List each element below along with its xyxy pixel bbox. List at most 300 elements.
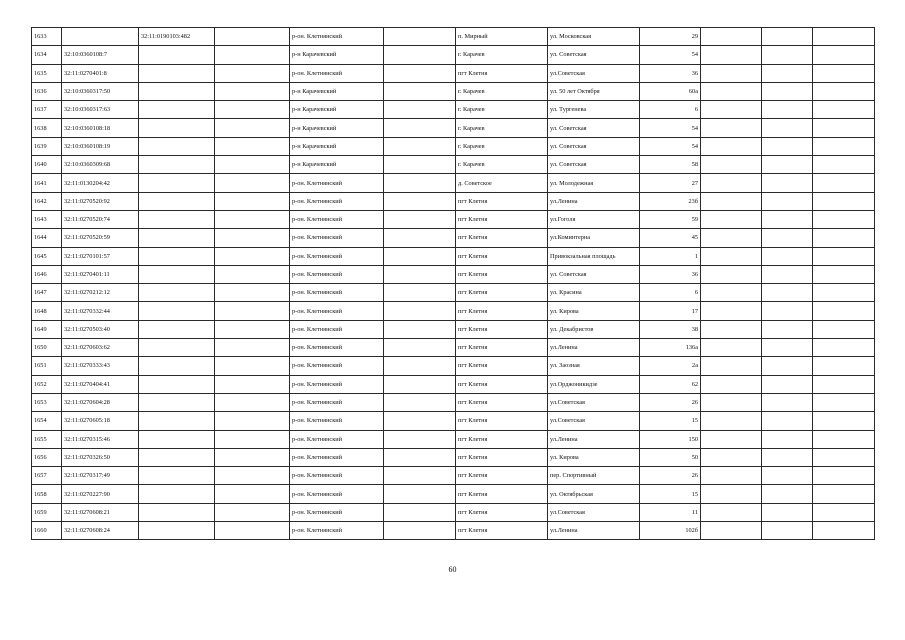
cadastral-number-alt-cell bbox=[139, 485, 215, 503]
empty-cell bbox=[762, 101, 813, 119]
street-cell: ул. Тургенева bbox=[548, 101, 640, 119]
settlement-cell: пгт Клетня bbox=[456, 393, 548, 411]
table-row bbox=[32, 156, 875, 174]
row-number-cell: 1633 bbox=[32, 28, 62, 46]
street-cell: ул. Октябрьская bbox=[548, 485, 640, 503]
table-row bbox=[32, 320, 875, 338]
district-cell: р-он. Клетнянский bbox=[290, 375, 384, 393]
house-number-cell: 29 bbox=[640, 28, 701, 46]
empty-cell bbox=[701, 119, 762, 137]
house-number-cell: 6 bbox=[640, 284, 701, 302]
row-number-cell: 1635 bbox=[32, 64, 62, 82]
settlement-cell: д. Советское bbox=[456, 174, 548, 192]
empty-cell bbox=[701, 192, 762, 210]
empty-cell bbox=[215, 174, 290, 192]
settlement-cell: пгт Клетня bbox=[456, 485, 548, 503]
settlement-cell: пгт Клетня bbox=[456, 265, 548, 283]
row-number-cell: 1634 bbox=[32, 46, 62, 64]
empty-cell bbox=[215, 64, 290, 82]
empty-cell bbox=[384, 448, 456, 466]
empty-cell bbox=[215, 156, 290, 174]
empty-cell bbox=[215, 320, 290, 338]
empty-cell bbox=[701, 174, 762, 192]
house-number-cell: 15 bbox=[640, 412, 701, 430]
cadastral-number-alt-cell bbox=[139, 522, 215, 540]
district-cell: р-он. Клетнянский bbox=[290, 320, 384, 338]
settlement-cell: пгт Клетня bbox=[456, 412, 548, 430]
house-number-cell: 60а bbox=[640, 82, 701, 100]
empty-cell bbox=[215, 265, 290, 283]
empty-cell bbox=[762, 503, 813, 521]
settlement-cell: г. Карачев bbox=[456, 101, 548, 119]
row-number-cell: 1642 bbox=[32, 192, 62, 210]
cadastral-number-alt-cell bbox=[139, 82, 215, 100]
table-row bbox=[32, 393, 875, 411]
street-cell: ул. Советская bbox=[548, 265, 640, 283]
district-cell: р-н Карачевский bbox=[290, 101, 384, 119]
settlement-cell: пгт Клетня bbox=[456, 229, 548, 247]
empty-cell bbox=[762, 174, 813, 192]
house-number-cell: 1 bbox=[640, 247, 701, 265]
empty-cell bbox=[813, 467, 875, 485]
empty-cell bbox=[813, 101, 875, 119]
cadastral-number-alt-cell bbox=[139, 156, 215, 174]
empty-cell bbox=[762, 82, 813, 100]
district-cell: р-он. Клетнянский bbox=[290, 265, 384, 283]
row-number-cell: 1655 bbox=[32, 430, 62, 448]
settlement-cell: пгт Клетня bbox=[456, 64, 548, 82]
empty-cell bbox=[701, 247, 762, 265]
empty-cell bbox=[762, 229, 813, 247]
empty-cell bbox=[762, 448, 813, 466]
empty-cell bbox=[384, 265, 456, 283]
empty-cell bbox=[215, 485, 290, 503]
empty-cell bbox=[813, 485, 875, 503]
settlement-cell: г. Карачев bbox=[456, 46, 548, 64]
empty-cell bbox=[813, 156, 875, 174]
row-number-cell: 1639 bbox=[32, 137, 62, 155]
street-cell: ул. Кирова bbox=[548, 302, 640, 320]
empty-cell bbox=[813, 284, 875, 302]
table-row bbox=[32, 412, 875, 430]
table-row bbox=[32, 448, 875, 466]
settlement-cell: пгт Клетня bbox=[456, 302, 548, 320]
district-cell: р-н Карачевский bbox=[290, 119, 384, 137]
cadastral-number-alt-cell bbox=[139, 119, 215, 137]
district-cell: р-он. Клетнянский bbox=[290, 448, 384, 466]
empty-cell bbox=[701, 137, 762, 155]
empty-cell bbox=[215, 229, 290, 247]
house-number-cell: 6 bbox=[640, 101, 701, 119]
empty-cell bbox=[813, 265, 875, 283]
empty-cell bbox=[384, 339, 456, 357]
table-row bbox=[32, 265, 875, 283]
empty-cell bbox=[813, 375, 875, 393]
empty-cell bbox=[215, 522, 290, 540]
empty-cell bbox=[762, 28, 813, 46]
empty-cell bbox=[384, 302, 456, 320]
street-cell: ул. 50 лет Октября bbox=[548, 82, 640, 100]
empty-cell bbox=[701, 339, 762, 357]
cadastral-number-cell: 32:10:0360108:7 bbox=[62, 46, 139, 64]
empty-cell bbox=[384, 467, 456, 485]
house-number-cell: 54 bbox=[640, 119, 701, 137]
cadastral-number-alt-cell bbox=[139, 357, 215, 375]
settlement-cell: пгт Клетня bbox=[456, 503, 548, 521]
cadastral-number-alt-cell bbox=[139, 247, 215, 265]
district-cell: р-он. Клетнянский bbox=[290, 522, 384, 540]
street-cell: ул.Коминтерна bbox=[548, 229, 640, 247]
house-number-cell: 59 bbox=[640, 210, 701, 228]
empty-cell bbox=[701, 302, 762, 320]
row-number-cell: 1658 bbox=[32, 485, 62, 503]
street-cell: ул. Кирова bbox=[548, 448, 640, 466]
house-number-cell: 136а bbox=[640, 339, 701, 357]
empty-cell bbox=[215, 119, 290, 137]
cadastral-number-cell: 32:11:0270212:12 bbox=[62, 284, 139, 302]
street-cell: ул. Советская bbox=[548, 156, 640, 174]
district-cell: р-н Карачевский bbox=[290, 82, 384, 100]
row-number-cell: 1651 bbox=[32, 357, 62, 375]
district-cell: р-он. Клетнянский bbox=[290, 393, 384, 411]
district-cell: р-он. Клетнянский bbox=[290, 210, 384, 228]
house-number-cell: 36 bbox=[640, 64, 701, 82]
empty-cell bbox=[813, 430, 875, 448]
street-cell: Привокзальная площадь bbox=[548, 247, 640, 265]
cadastral-number-alt-cell bbox=[139, 412, 215, 430]
row-number-cell: 1656 bbox=[32, 448, 62, 466]
empty-cell bbox=[701, 412, 762, 430]
row-number-cell: 1648 bbox=[32, 302, 62, 320]
empty-cell bbox=[813, 320, 875, 338]
empty-cell bbox=[762, 430, 813, 448]
row-number-cell: 1637 bbox=[32, 101, 62, 119]
cadastral-number-alt-cell bbox=[139, 101, 215, 119]
table-body bbox=[32, 28, 875, 540]
cadastral-number-alt-cell bbox=[139, 302, 215, 320]
empty-cell bbox=[701, 503, 762, 521]
empty-cell bbox=[215, 137, 290, 155]
table-row bbox=[32, 119, 875, 137]
house-number-cell: 38 bbox=[640, 320, 701, 338]
cadastral-number-cell: 32:11:0270603:62 bbox=[62, 339, 139, 357]
street-cell: ул. Советская bbox=[548, 119, 640, 137]
empty-cell bbox=[384, 28, 456, 46]
empty-cell bbox=[215, 430, 290, 448]
table-row bbox=[32, 467, 875, 485]
cadastral-number-cell: 32:11:0270503:40 bbox=[62, 320, 139, 338]
cadastral-number-alt-cell bbox=[139, 210, 215, 228]
empty-cell bbox=[813, 210, 875, 228]
row-number-cell: 1660 bbox=[32, 522, 62, 540]
cadastral-number-cell: 32:11:0270520:92 bbox=[62, 192, 139, 210]
street-cell: ул.Ленина bbox=[548, 192, 640, 210]
district-cell: р-н Карачевский bbox=[290, 156, 384, 174]
cadastral-number-cell: 32:10:0360108:19 bbox=[62, 137, 139, 155]
empty-cell bbox=[762, 247, 813, 265]
empty-cell bbox=[701, 430, 762, 448]
district-cell: р-он. Клетнянский bbox=[290, 357, 384, 375]
settlement-cell: г. Карачев bbox=[456, 156, 548, 174]
cadastral-number-cell: 32:11:0270101:57 bbox=[62, 247, 139, 265]
page-number: 60 bbox=[448, 565, 457, 574]
empty-cell bbox=[215, 82, 290, 100]
house-number-cell: 2а bbox=[640, 357, 701, 375]
row-number-cell: 1659 bbox=[32, 503, 62, 521]
district-cell: р-он. Клетнянский bbox=[290, 28, 384, 46]
cadastral-number-cell: 32:10:0360309:68 bbox=[62, 156, 139, 174]
district-cell: р-он. Клетнянский bbox=[290, 339, 384, 357]
empty-cell bbox=[384, 357, 456, 375]
district-cell: р-он. Клетнянский bbox=[290, 247, 384, 265]
cadastral-number-alt-cell bbox=[139, 503, 215, 521]
street-cell: ул. Декабристов bbox=[548, 320, 640, 338]
cadastral-number-alt-cell bbox=[139, 448, 215, 466]
empty-cell bbox=[384, 64, 456, 82]
empty-cell bbox=[762, 357, 813, 375]
house-number-cell: 58 bbox=[640, 156, 701, 174]
empty-cell bbox=[813, 174, 875, 192]
district-cell: р-он. Клетнянский bbox=[290, 412, 384, 430]
empty-cell bbox=[762, 393, 813, 411]
empty-cell bbox=[762, 284, 813, 302]
street-cell: ул.Советская bbox=[548, 393, 640, 411]
empty-cell bbox=[384, 192, 456, 210]
empty-cell bbox=[215, 503, 290, 521]
empty-cell bbox=[215, 339, 290, 357]
cadastral-number-cell: 32:11:0270227:90 bbox=[62, 485, 139, 503]
empty-cell bbox=[813, 503, 875, 521]
settlement-cell: пгт Клетня bbox=[456, 448, 548, 466]
house-number-cell: 26 bbox=[640, 467, 701, 485]
row-number-cell: 1640 bbox=[32, 156, 62, 174]
empty-cell bbox=[701, 28, 762, 46]
empty-cell bbox=[384, 101, 456, 119]
settlement-cell: пгт Клетня bbox=[456, 522, 548, 540]
empty-cell bbox=[215, 210, 290, 228]
empty-cell bbox=[813, 28, 875, 46]
table-row bbox=[32, 302, 875, 320]
empty-cell bbox=[762, 412, 813, 430]
table-row bbox=[32, 247, 875, 265]
settlement-cell: г. Карачев bbox=[456, 137, 548, 155]
empty-cell bbox=[384, 393, 456, 411]
empty-cell bbox=[215, 192, 290, 210]
row-number-cell: 1636 bbox=[32, 82, 62, 100]
settlement-cell: п. Мирный bbox=[456, 28, 548, 46]
empty-cell bbox=[384, 320, 456, 338]
cadastral-number-cell: 32:11:0270317:49 bbox=[62, 467, 139, 485]
table-row bbox=[32, 229, 875, 247]
row-number-cell: 1647 bbox=[32, 284, 62, 302]
empty-cell bbox=[384, 503, 456, 521]
settlement-cell: пгт Клетня bbox=[456, 284, 548, 302]
street-cell: ул. Красина bbox=[548, 284, 640, 302]
row-number-cell: 1649 bbox=[32, 320, 62, 338]
cadastral-number-cell: 32:11:0270520:59 bbox=[62, 229, 139, 247]
district-cell: р-он. Клетнянский bbox=[290, 467, 384, 485]
row-number-cell: 1644 bbox=[32, 229, 62, 247]
empty-cell bbox=[813, 302, 875, 320]
settlement-cell: г. Карачев bbox=[456, 119, 548, 137]
empty-cell bbox=[384, 430, 456, 448]
empty-cell bbox=[384, 485, 456, 503]
empty-cell bbox=[762, 192, 813, 210]
empty-cell bbox=[701, 375, 762, 393]
empty-cell bbox=[813, 522, 875, 540]
empty-cell bbox=[384, 137, 456, 155]
row-number-cell: 1643 bbox=[32, 210, 62, 228]
district-cell: р-он. Клетнянский bbox=[290, 302, 384, 320]
table-row bbox=[32, 357, 875, 375]
cadastral-number-cell: 32:10:0360317:63 bbox=[62, 101, 139, 119]
district-cell: р-н Карачевский bbox=[290, 46, 384, 64]
empty-cell bbox=[813, 64, 875, 82]
cadastral-number-alt-cell bbox=[139, 393, 215, 411]
empty-cell bbox=[215, 393, 290, 411]
empty-cell bbox=[762, 137, 813, 155]
empty-cell bbox=[384, 284, 456, 302]
cadastral-number-alt-cell bbox=[139, 339, 215, 357]
cadastral-number-alt-cell bbox=[139, 229, 215, 247]
settlement-cell: пгт Клетня bbox=[456, 430, 548, 448]
table-row bbox=[32, 485, 875, 503]
row-number-cell: 1646 bbox=[32, 265, 62, 283]
empty-cell bbox=[701, 448, 762, 466]
cadastral-number-cell: 32:11:0270315:46 bbox=[62, 430, 139, 448]
table-row bbox=[32, 174, 875, 192]
table-row bbox=[32, 430, 875, 448]
empty-cell bbox=[215, 412, 290, 430]
empty-cell bbox=[215, 101, 290, 119]
cadastral-number-cell: 32:10:0360108:18 bbox=[62, 119, 139, 137]
cadastral-number-cell: 32:11:0270604:28 bbox=[62, 393, 139, 411]
street-cell: ул.Советская bbox=[548, 64, 640, 82]
table-row bbox=[32, 46, 875, 64]
cadastral-number-cell: 32:11:0270404:41 bbox=[62, 375, 139, 393]
cadastral-number-alt-cell bbox=[139, 467, 215, 485]
empty-cell bbox=[762, 119, 813, 137]
cadastral-number-cell: 32:11:0270326:50 bbox=[62, 448, 139, 466]
cadastral-number-alt-cell bbox=[139, 430, 215, 448]
table-row bbox=[32, 503, 875, 521]
settlement-cell: г. Карачев bbox=[456, 82, 548, 100]
settlement-cell: пгт Клетня bbox=[456, 210, 548, 228]
empty-cell bbox=[701, 46, 762, 64]
table-row bbox=[32, 137, 875, 155]
cadastral-number-alt-cell bbox=[139, 284, 215, 302]
empty-cell bbox=[813, 339, 875, 357]
street-cell: ул.Гоголя bbox=[548, 210, 640, 228]
empty-cell bbox=[701, 265, 762, 283]
empty-cell bbox=[701, 64, 762, 82]
cadastral-number-alt-cell bbox=[139, 192, 215, 210]
empty-cell bbox=[762, 64, 813, 82]
row-number-cell: 1657 bbox=[32, 467, 62, 485]
table-row bbox=[32, 82, 875, 100]
empty-cell bbox=[215, 247, 290, 265]
empty-cell bbox=[813, 357, 875, 375]
empty-cell bbox=[813, 192, 875, 210]
table-row bbox=[32, 64, 875, 82]
empty-cell bbox=[813, 46, 875, 64]
row-number-cell: 1652 bbox=[32, 375, 62, 393]
street-cell: ул.Ленина bbox=[548, 339, 640, 357]
empty-cell bbox=[701, 467, 762, 485]
cadastral-number-alt-cell bbox=[139, 320, 215, 338]
district-cell: р-он. Клетнянский bbox=[290, 174, 384, 192]
empty-cell bbox=[813, 229, 875, 247]
district-cell: р-он. Клетнянский bbox=[290, 485, 384, 503]
street-cell: ул.Ленина bbox=[548, 430, 640, 448]
empty-cell bbox=[384, 82, 456, 100]
empty-cell bbox=[701, 101, 762, 119]
cadastral-number-cell: 32:11:0270520:74 bbox=[62, 210, 139, 228]
house-number-cell: 23б bbox=[640, 192, 701, 210]
street-cell: ул.Ленина bbox=[548, 522, 640, 540]
house-number-cell: 15 bbox=[640, 485, 701, 503]
settlement-cell: пгт Клетня bbox=[456, 339, 548, 357]
cadastral-number-cell: 32:11:0130204:42 bbox=[62, 174, 139, 192]
house-number-cell: 102б bbox=[640, 522, 701, 540]
empty-cell bbox=[384, 522, 456, 540]
house-number-cell: 54 bbox=[640, 46, 701, 64]
empty-cell bbox=[701, 284, 762, 302]
table-row bbox=[32, 210, 875, 228]
cadastral-number-cell: 32:10:0360317:50 bbox=[62, 82, 139, 100]
empty-cell bbox=[762, 210, 813, 228]
house-number-cell: 17 bbox=[640, 302, 701, 320]
empty-cell bbox=[762, 375, 813, 393]
street-cell: ул. Молодежная bbox=[548, 174, 640, 192]
empty-cell bbox=[813, 448, 875, 466]
street-cell: ул.Советская bbox=[548, 412, 640, 430]
registry-table bbox=[31, 27, 875, 540]
cadastral-number-cell: 32:11:0270605:18 bbox=[62, 412, 139, 430]
empty-cell bbox=[701, 229, 762, 247]
row-number-cell: 1653 bbox=[32, 393, 62, 411]
street-cell: ул. Советская bbox=[548, 137, 640, 155]
table-row bbox=[32, 101, 875, 119]
empty-cell bbox=[215, 357, 290, 375]
street-cell: ул. Советская bbox=[548, 46, 640, 64]
house-number-cell: 150 bbox=[640, 430, 701, 448]
house-number-cell: 26 bbox=[640, 393, 701, 411]
settlement-cell: пгт Клетня bbox=[456, 247, 548, 265]
street-cell: ул.Орджоникидзе bbox=[548, 375, 640, 393]
cadastral-number-alt-cell bbox=[139, 46, 215, 64]
row-number-cell: 1641 bbox=[32, 174, 62, 192]
table-row bbox=[32, 28, 875, 46]
empty-cell bbox=[762, 339, 813, 357]
street-cell: ул.Советская bbox=[548, 503, 640, 521]
table-row bbox=[32, 339, 875, 357]
empty-cell bbox=[384, 375, 456, 393]
empty-cell bbox=[384, 412, 456, 430]
cadastral-number-cell: 32:11:0270332:44 bbox=[62, 302, 139, 320]
empty-cell bbox=[762, 320, 813, 338]
district-cell: р-он. Клетнянский bbox=[290, 229, 384, 247]
settlement-cell: пгт Клетня bbox=[456, 375, 548, 393]
empty-cell bbox=[813, 412, 875, 430]
empty-cell bbox=[215, 375, 290, 393]
empty-cell bbox=[813, 393, 875, 411]
empty-cell bbox=[813, 119, 875, 137]
empty-cell bbox=[701, 82, 762, 100]
empty-cell bbox=[384, 247, 456, 265]
row-number-cell: 1654 bbox=[32, 412, 62, 430]
settlement-cell: пгт Клетня bbox=[456, 467, 548, 485]
